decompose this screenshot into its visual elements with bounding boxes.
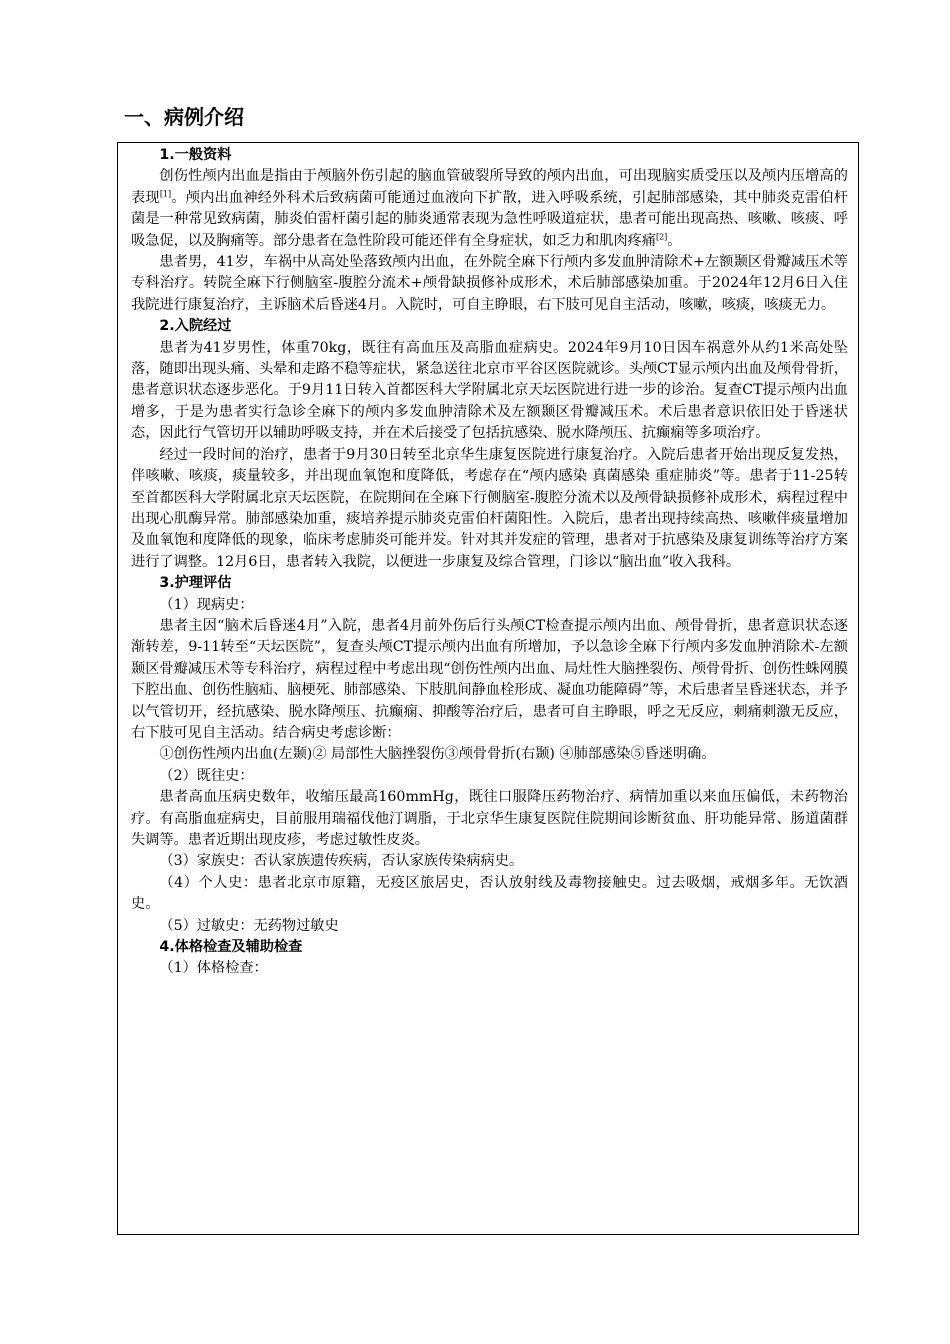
citation-2: [2] [655,231,668,241]
present-history-label: （1）现病史： [159,596,254,613]
personal-history: （4）个人史：患者北京市原籍，无疫区旅居史，否认放射线及毒物接触史。过去吸烟，戒烟多年。无饮酒史。 [131,874,848,913]
admission-paragraph-1: 患者为41岁男性，体重70kg，既往有高血压及高脂血症病史。2024年9月10日因车祸意外从约1米高处坠落，随即出现头痛、头晕和走路不稳等症状，紧急送往北京市平谷区医院就诊。头颅CT显示颅内出血及颅骨骨折，患者意识状态逐步恶化。于9月11日转入首都医科大学附属北京天坛医院进行进一步的诊治。复查CT提示颅内出血增多，于是为患者实行急诊全麻下的颅内多发血肿清除术及左额颞区骨瓣减压术。术后患者意识依旧处于昏迷状态，因此行气管切开以辅助呼吸支持，并在术后接受了包括抗感染、脱水降颅压、抗癫痫等多项治疗。 [131,339,848,442]
general-text-b: 。颅内出血神经外科术后致病菌可能通过血液向下扩散，进入呼吸系统，引起肺部感染，其中肺炎克雷伯杆菌是一种常见致病菌，肺炎伯雷杆菌引起的肺炎通常表现为急性呼吸道症状，患者可能出现高热、咳嗽、咳痰、呼吸急促，以及胸痛等。部分患者在急性阶段可能还伴有全身症状，如乏力和肌肉疼痛 [131,189,848,249]
section-heading-admission: 2.入院经过 [159,318,232,335]
family-history: （3）家族史：否认家族遗传疾病，否认家族传染病病史。 [159,853,524,870]
section-heading-exam: 4.体格检查及辅助检查 [159,939,303,956]
general-text-c: 。 [667,232,682,249]
present-history-text: 患者主因“脑术后昏迷4月”入院，患者4月前外伤后行头颅CT检查提示颅内出血、颅骨骨折，患者意识状态逐渐转差，9-11转至“天坛医院”，复查头颅CT提示颅内出血有所增加，予以急诊全麻下行颅内多发血肿消除术-左额颞区骨瓣减压术等专科治疗，病程过程中考虑出现“创伤性颅内出血、局灶性大脑挫裂伤、颅骨骨折、创伤性蛛网膜下腔出血、创伤性脑疝、脑梗死、肺部感染、下肢肌间静血栓形成、凝血功能障碍”等，术后患者呈昏迷状态，并予以气管切开，经抗感染、脱水降颅压、抗癫痫、抑酸等治疗后，患者可自主睁眼，呼之无反应，刺痛刺激无反应，右下肢可见自主活动。结合病史考虑诊断： [131,617,848,741]
page-title: 一、病例介绍 [124,105,244,129]
physical-exam-label: （1）体格检查： [159,960,268,977]
past-history-text: 患者高血压病史数年，收缩压最高160mmHg，既往口服降压药物治疗、病情加重以来血压偏低，未药物治疗。有高脂血症病史，目前服用瑞福伐他汀调脂，于北京华生康复医院住院期间诊断贫血、肝功能异常、肠道菌群失调等。患者近期出现皮疹，考虑过敏性皮炎。 [131,789,848,848]
past-history-label: （2）既往史： [159,767,254,784]
allergy-history: （5）过敏史：无药物过敏史 [159,917,339,934]
section-heading-nursing: 3.护理评估 [159,575,232,592]
general-paragraph-1 [131,166,848,252]
general-text-a: 创伤性颅内出血是指由于颅脑外伤引起的脑血管破裂所导致的颅内出血，可出现脑实质受压以及颅内压增高的表现 [131,168,848,206]
admission-paragraph-2: 经过一段时间的治疗，患者于9月30日转至北京华生康复医院进行康复治疗。入院后患者开始出现反复发热，伴咳嗽、咳痰，痰量较多，并出现血氧饱和度降低，考虑存在“颅内感染 真菌感染 重症肺炎”等。患者于11-25转至首都医科大学附属北京天坛医院，在院期间在全麻下行侧脑室-腹腔分流术以及颅骨缺损修补成形术，病程过程中出现心肌酶异常。肺部感染加重，痰培养提示肺炎克雷伯杆菌阳性。入院后，患者出现持续高热、咳嗽伴痰量增加及血氧饱和度降低的现象，临床考虑肺炎可能并发。针对其并发症的管理，患者对于抗感染及康复训练等治疗方案进行了调整。12月6日，患者转入我院，以便进一步康复及综合管理，门诊以“脑出血”收入我科。 [131,446,848,570]
case-content-box [117,142,859,1235]
general-paragraph-2: 患者男，41岁，车祸中从高处坠落致颅内出血，在外院全麻下行颅内多发血肿清除术+左额颞区骨瓣减压术等专科治疗。转院全麻下行侧脑室-腹腔分流术+颅骨缺损修补成形术，术后肺部感染加重。于2024年12月6日入住我院进行康复治疗，主诉脑术后昏迷4月。入院时，可自主睁眼，右下肢可见自主活动，咳嗽，咳痰，咳痰无力。 [131,254,848,313]
section-heading-general: 1.一般资料 [159,147,232,163]
diagnosis-text: ①创伤性颅内出血(左颞)② 局部性大脑挫裂伤③颅骨骨折(右颞) ④肺部感染⑤昏迷明确。 [159,746,716,763]
citation-1: [1] [159,189,172,199]
